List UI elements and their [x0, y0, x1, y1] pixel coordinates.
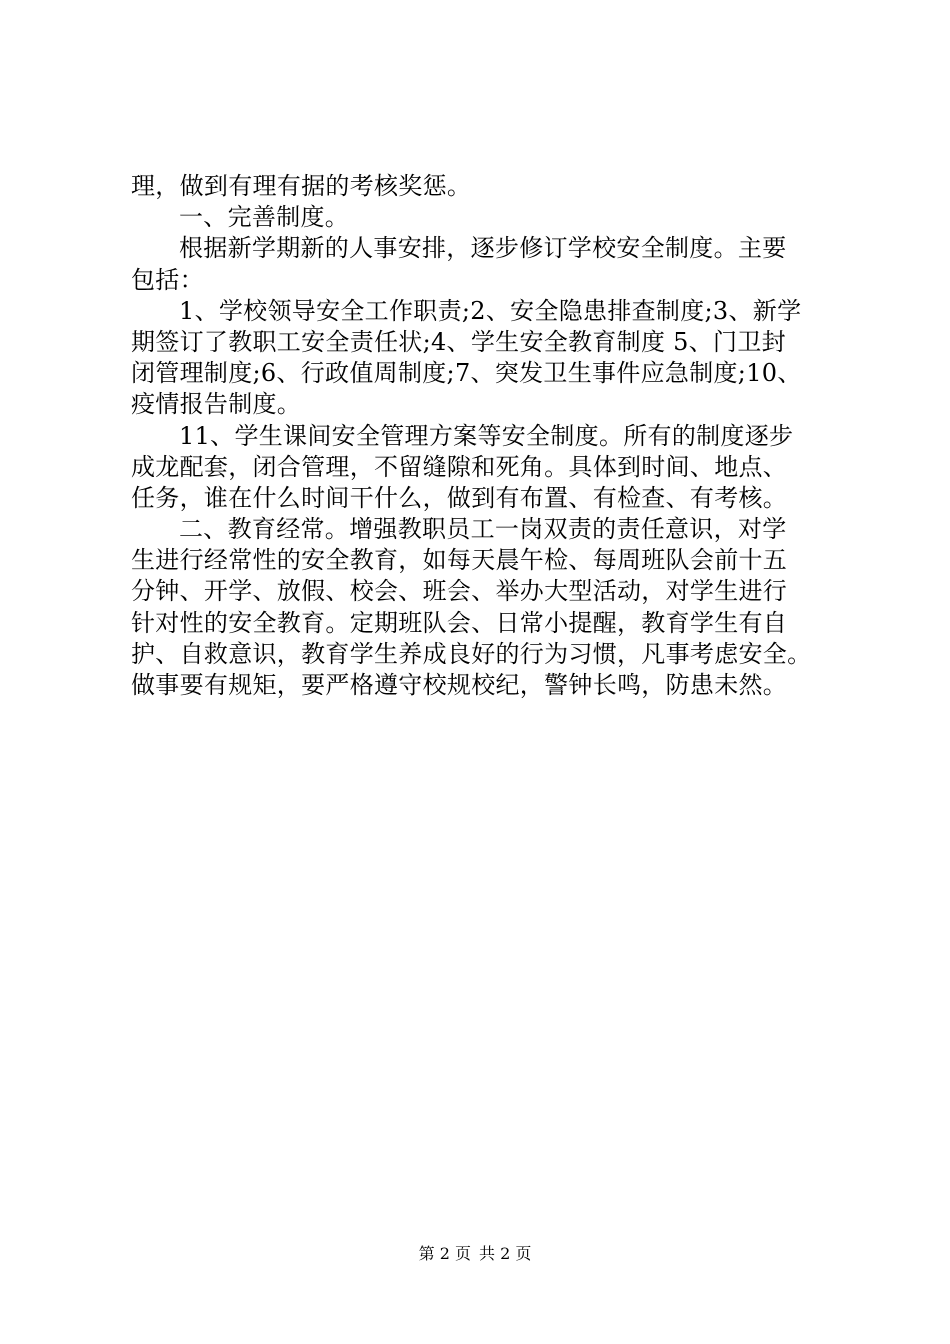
body-line: 疫情报告制度。: [131, 390, 302, 419]
body-line: 理，做到有理有据的考核奖惩。: [131, 172, 472, 200]
body-line: 分钟、开学、放假、校会、班会、举办大型活动，对学生进行: [131, 577, 788, 606]
body-line: 针对性的安全教育。定期班队会、日常小提醒，教育学生有自: [131, 608, 788, 637]
page-number-current: 第 2 页: [418, 1244, 471, 1263]
body-line: 生进行经常性的安全教育，如每天晨午检、每周班队会前十五: [131, 546, 788, 575]
body-line: 11、学生课间安全管理方案等安全制度。所有的制度逐步: [179, 421, 794, 450]
document-body: [131, 171, 836, 701]
body-line: 包括：: [131, 265, 204, 294]
body-line: 根据新学期新的人事安排，逐步修订学校安全制度。主要: [179, 234, 787, 263]
body-line: 期签订了教职工安全责任状;4、学生安全教育制度 5、门卫封: [131, 327, 786, 356]
body-line: 成龙配套，闭合管理，不留缝隙和死角。具体到时间、地点、: [131, 452, 788, 481]
body-line: 1、学校领导安全工作职责;2、安全隐患排查制度;3、新学: [179, 296, 802, 325]
section-heading-improve-system: 一、完善制度。: [179, 203, 350, 232]
page-footer: [0, 1243, 950, 1265]
body-line: 任务，谁在什么时间干什么，做到有布置、有检查、有考核。: [131, 483, 788, 512]
page-number-total: 共 2 页: [479, 1244, 532, 1263]
body-line: 闭管理制度;6、行政值周制度;7、突发卫生事件应急制度;10、: [131, 359, 802, 388]
body-line: 做事要有规矩，要严格遵守校规校纪，警钟长鸣，防患未然。: [131, 671, 788, 699]
body-line: 护、自救意识，教育学生养成良好的行为习惯，凡事考虑安全。: [131, 639, 812, 668]
section-heading-education: 二、教育经常。增强教职员工一岗双责的责任意识，对学: [179, 515, 787, 544]
